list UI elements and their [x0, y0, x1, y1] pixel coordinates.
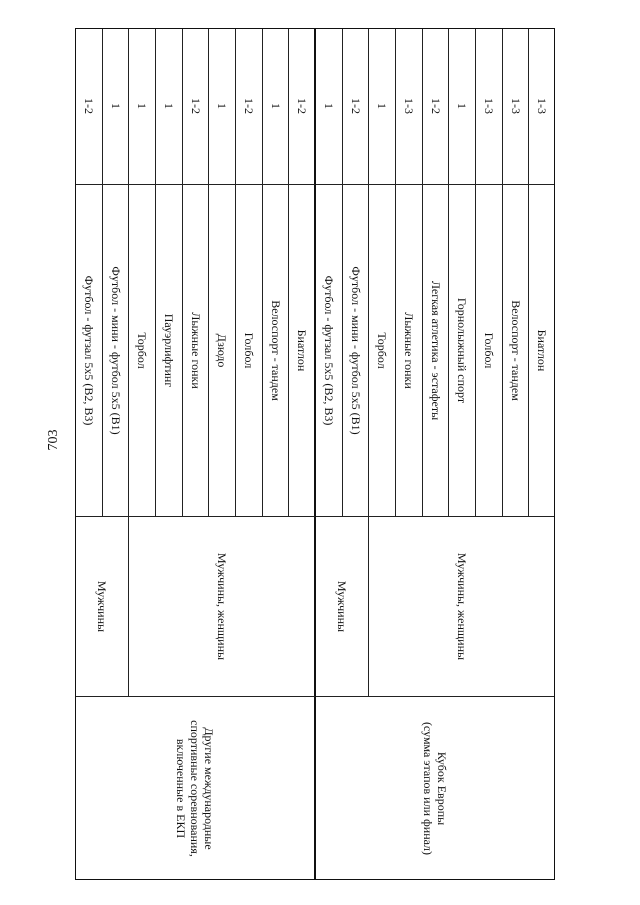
sport-cell — [288, 185, 315, 517]
sport-text: Футбол - мини - футбол 5х5 (В1) — [108, 266, 123, 435]
sport-text: Горнолыжный спорт — [455, 297, 470, 404]
sport-text: Голбол — [241, 332, 256, 369]
places-text: 1 — [135, 103, 150, 109]
sport-cell — [128, 185, 155, 517]
places-text: 1 — [161, 103, 176, 109]
places-cell — [75, 28, 102, 185]
places-cell — [102, 28, 129, 185]
places-cell — [208, 28, 235, 185]
places-text: 1 — [321, 103, 336, 109]
places-text: 1-3 — [481, 98, 496, 114]
places-cell — [182, 28, 209, 185]
places-text: 1-3 — [535, 98, 550, 114]
places-text: 1-2 — [188, 98, 203, 114]
sport-cell — [75, 185, 102, 517]
places-text: 1 — [375, 103, 390, 109]
sport-text: Лыжные гонки — [401, 312, 416, 389]
sport-text: Велоспорт - тандем — [508, 300, 523, 401]
sport-text: Легкая атлетика - эстафеты — [428, 280, 443, 421]
sport-text: Торбол — [135, 332, 150, 369]
places-cell — [235, 28, 262, 185]
sport-cell — [342, 185, 369, 517]
sport-cell — [262, 185, 289, 517]
places-cell — [342, 28, 369, 185]
sport-cell — [315, 185, 342, 517]
sport-text: Биатлон — [535, 329, 550, 372]
places-cell — [262, 28, 289, 185]
places-text: 1-2 — [295, 98, 310, 114]
places-cell — [448, 28, 475, 185]
competition-cell — [75, 697, 315, 880]
sport-cell — [395, 185, 422, 517]
sport-cell — [475, 185, 502, 517]
places-cell — [395, 28, 422, 185]
places-cell — [315, 28, 342, 185]
places-cell — [155, 28, 182, 185]
sport-text: Футбол - футзал 5х5 (В2, В3) — [321, 275, 336, 426]
places-cell — [128, 28, 155, 185]
sport-cell — [155, 185, 182, 517]
sport-cell — [182, 185, 209, 517]
sport-text: Футбол - мини - футбол 5х5 (В1) — [348, 266, 363, 435]
sport-text: Биатлон — [295, 329, 310, 372]
places-text: 1-2 — [348, 98, 363, 114]
competition-cell — [315, 697, 555, 880]
sport-cell — [422, 185, 449, 517]
sport-text: Футбол - футзал 5х5 (В2, В3) — [81, 275, 96, 426]
sport-text: Пауэрлифтинг — [161, 313, 176, 388]
sport-cell — [208, 185, 235, 517]
sports-table — [75, 28, 555, 880]
gender-text: Мужчины — [95, 580, 110, 633]
places-text: 1-2 — [81, 98, 96, 114]
places-text: 1-3 — [508, 98, 523, 114]
competition-text: (сумма этапов или финал) — [421, 721, 435, 856]
gender-cell — [315, 517, 368, 697]
places-text: 1 — [455, 103, 470, 109]
gender-cell — [368, 517, 555, 697]
competition-text: спортивные соревнования, — [188, 720, 202, 857]
sport-cell — [368, 185, 395, 517]
competition-text: включенные в ЕКП — [174, 738, 188, 839]
places-text: 1 — [108, 103, 123, 109]
sport-cell — [448, 185, 475, 517]
places-cell — [528, 28, 555, 185]
places-text: 1 — [268, 103, 283, 109]
gender-text: Мужчины, женщины — [215, 552, 230, 661]
places-cell — [422, 28, 449, 185]
sport-cell — [235, 185, 262, 517]
sport-cell — [102, 185, 129, 517]
places-text: 1-3 — [401, 98, 416, 114]
gender-text: Мужчины — [335, 580, 350, 633]
places-cell — [502, 28, 529, 185]
sport-text: Велоспорт - тандем — [268, 300, 283, 401]
places-cell — [368, 28, 395, 185]
sport-cell — [502, 185, 529, 517]
page-number: 703 — [46, 429, 61, 451]
sport-text: Дзюдо — [215, 333, 230, 368]
places-text: 1-2 — [241, 98, 256, 114]
sport-text: Лыжные гонки — [188, 312, 203, 389]
sport-text: Торбол — [375, 332, 390, 369]
places-text: 1 — [215, 103, 230, 109]
gender-cell — [128, 517, 315, 697]
places-text: 1-2 — [428, 98, 443, 114]
competition-text: Кубок Европы — [435, 751, 449, 826]
gender-text: Мужчины, женщины — [455, 552, 470, 661]
places-cell — [288, 28, 315, 185]
sport-text: Голбол — [481, 332, 496, 369]
competition-text: Другие международные — [202, 727, 216, 850]
places-cell — [475, 28, 502, 185]
gender-cell — [75, 517, 128, 697]
sport-cell — [528, 185, 555, 517]
